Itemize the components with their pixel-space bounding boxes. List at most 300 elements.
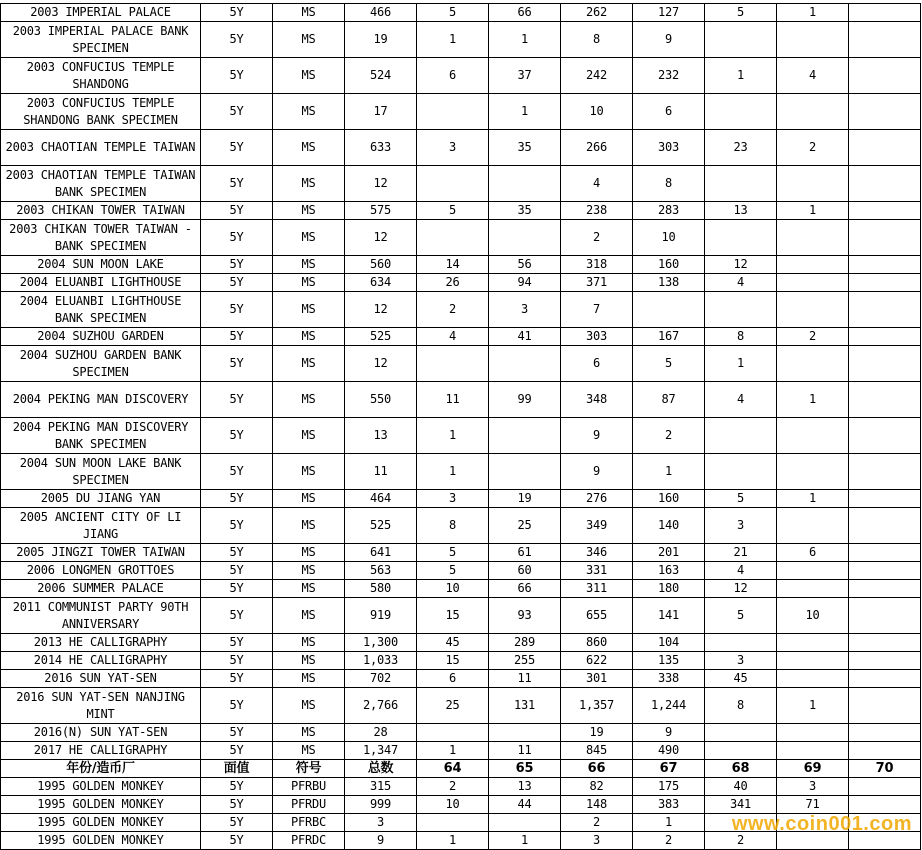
cell-grade: MS [273,454,345,490]
cell-g64: 14 [417,256,489,274]
cell-g68: 5 [705,598,777,634]
cell-name: 2004 SUN MOON LAKE BANK SPECIMEN [1,454,201,490]
cell-name: 2005 ANCIENT CITY OF LI JIANG [1,508,201,544]
cell-total: 575 [345,202,417,220]
cell-g64: 1 [417,418,489,454]
cell-g69: 1 [777,202,849,220]
cell-name: 2004 ELUANBI LIGHTHOUSE [1,274,201,292]
cell-name: 2004 PEKING MAN DISCOVERY [1,382,201,418]
cell-denom: 5Y [201,742,273,760]
cell-total: 633 [345,130,417,166]
cell-g69: 2 [777,130,849,166]
cell-g67 [633,292,705,328]
cell-g65 [489,346,561,382]
header-cell-g64: 64 [417,760,489,778]
cell-name: 2003 CHIKAN TOWER TAIWAN - BANK SPECIMEN [1,220,201,256]
cell-g67: 1,244 [633,688,705,724]
table-row [1,634,921,652]
cell-g67: 140 [633,508,705,544]
cell-g65 [489,418,561,454]
cell-grade: MS [273,130,345,166]
cell-g65: 44 [489,796,561,814]
cell-denom: 5Y [201,670,273,688]
cell-g67: 163 [633,562,705,580]
cell-g67: 160 [633,490,705,508]
cell-grade: MS [273,544,345,562]
cell-g67: 1 [633,814,705,832]
cell-g67: 135 [633,652,705,670]
cell-g69: 1 [777,490,849,508]
cell-g68: 12 [705,580,777,598]
cell-g65: 99 [489,382,561,418]
cell-name: 1995 GOLDEN MONKEY [1,796,201,814]
cell-name: 2004 SUZHOU GARDEN BANK SPECIMEN [1,346,201,382]
cell-total: 3 [345,814,417,832]
cell-grade: MS [273,508,345,544]
cell-denom: 5Y [201,418,273,454]
cell-g68 [705,418,777,454]
cell-g70 [849,130,921,166]
cell-g66: 82 [561,778,633,796]
cell-g65 [489,166,561,202]
cell-g70 [849,418,921,454]
cell-g68: 341 [705,796,777,814]
cell-g66: 346 [561,544,633,562]
header-cell-g65: 65 [489,760,561,778]
population-table [0,3,921,850]
cell-name: 2004 PEKING MAN DISCOVERY BANK SPECIMEN [1,418,201,454]
cell-g68: 40 [705,778,777,796]
cell-g69: 4 [777,58,849,94]
cell-g68: 45 [705,670,777,688]
table-row [1,292,921,328]
cell-g68 [705,724,777,742]
cell-total: 702 [345,670,417,688]
cell-denom: 5Y [201,598,273,634]
cell-name: 2004 SUZHOU GARDEN [1,328,201,346]
cell-total: 466 [345,4,417,22]
cell-g66: 9 [561,454,633,490]
cell-g70 [849,796,921,814]
cell-g64: 6 [417,670,489,688]
cell-g68: 4 [705,274,777,292]
cell-name: 2005 JINGZI TOWER TAIWAN [1,544,201,562]
cell-denom: 5Y [201,130,273,166]
cell-g67: 141 [633,598,705,634]
cell-g65: 1 [489,94,561,130]
table-row [1,454,921,490]
cell-total: 12 [345,166,417,202]
cell-g69: 2 [777,328,849,346]
site-watermark: www.coin001.com [731,813,912,835]
cell-denom: 5Y [201,688,273,724]
cell-total: 9 [345,832,417,850]
cell-g65: 19 [489,490,561,508]
cell-g68 [705,94,777,130]
cell-g68 [705,220,777,256]
cell-g64 [417,346,489,382]
cell-g69 [777,454,849,490]
cell-g66: 262 [561,4,633,22]
cell-g66: 860 [561,634,633,652]
cell-g66: 6 [561,346,633,382]
cell-g65: 61 [489,544,561,562]
cell-g67: 283 [633,202,705,220]
table-row [1,418,921,454]
cell-g66: 238 [561,202,633,220]
cell-g64: 15 [417,652,489,670]
cell-total: 12 [345,346,417,382]
cell-total: 580 [345,580,417,598]
cell-total: 28 [345,724,417,742]
cell-g68: 8 [705,688,777,724]
cell-grade: MS [273,274,345,292]
cell-grade: MS [273,652,345,670]
cell-g69 [777,166,849,202]
cell-grade: MS [273,598,345,634]
cell-g67: 232 [633,58,705,94]
table-row [1,796,921,814]
cell-g66: 371 [561,274,633,292]
cell-g68: 3 [705,652,777,670]
cell-denom: 5Y [201,814,273,832]
cell-g69: 3 [777,778,849,796]
header-cell-denom: 面值 [201,760,273,778]
cell-denom: 5Y [201,346,273,382]
cell-grade: MS [273,634,345,652]
cell-g64: 8 [417,508,489,544]
cell-total: 19 [345,22,417,58]
cell-g68 [705,634,777,652]
table-row [1,382,921,418]
cell-g66: 622 [561,652,633,670]
table-row [1,778,921,796]
header-cell-total: 总数 [345,760,417,778]
cell-grade: MS [273,742,345,760]
cell-grade: PFRDC [273,832,345,850]
cell-g65: 93 [489,598,561,634]
cell-g68 [705,22,777,58]
cell-g67: 383 [633,796,705,814]
cell-g64: 2 [417,292,489,328]
cell-g69 [777,742,849,760]
cell-g65: 11 [489,670,561,688]
cell-g65 [489,220,561,256]
cell-g66: 3 [561,832,633,850]
cell-g68 [705,454,777,490]
cell-g70 [849,256,921,274]
cell-g69 [777,256,849,274]
table-row [1,346,921,382]
cell-g68: 21 [705,544,777,562]
cell-g65: 289 [489,634,561,652]
cell-name: 2003 CHAOTIAN TEMPLE TAIWAN [1,130,201,166]
cell-denom: 5Y [201,292,273,328]
cell-g66: 845 [561,742,633,760]
cell-g68: 23 [705,130,777,166]
cell-g68: 8 [705,328,777,346]
cell-denom: 5Y [201,220,273,256]
cell-name: 2017 HE CALLIGRAPHY [1,742,201,760]
cell-g70 [849,328,921,346]
table-row [1,742,921,760]
cell-g66: 19 [561,724,633,742]
cell-g64: 5 [417,562,489,580]
cell-g69 [777,670,849,688]
cell-denom: 5Y [201,4,273,22]
cell-g65: 41 [489,328,561,346]
cell-g65: 66 [489,580,561,598]
cell-g67: 9 [633,724,705,742]
cell-g70 [849,490,921,508]
cell-denom: 5Y [201,202,273,220]
cell-g69 [777,274,849,292]
cell-g65: 1 [489,22,561,58]
cell-g66: 2 [561,220,633,256]
cell-total: 1,300 [345,634,417,652]
cell-g70 [849,544,921,562]
table-row [1,94,921,130]
cell-g65: 255 [489,652,561,670]
cell-denom: 5Y [201,274,273,292]
cell-g68 [705,166,777,202]
cell-name: 2003 IMPERIAL PALACE [1,4,201,22]
cell-total: 550 [345,382,417,418]
cell-denom: 5Y [201,328,273,346]
cell-g64: 5 [417,544,489,562]
cell-g68: 12 [705,256,777,274]
cell-total: 1,347 [345,742,417,760]
cell-g64: 1 [417,832,489,850]
header-cell-g66: 66 [561,760,633,778]
cell-total: 11 [345,454,417,490]
cell-total: 563 [345,562,417,580]
table-row [1,580,921,598]
cell-g64: 10 [417,580,489,598]
cell-g66: 9 [561,418,633,454]
table-row [1,724,921,742]
cell-name: 2003 IMPERIAL PALACE BANK SPECIMEN [1,22,201,58]
table-row [1,670,921,688]
cell-g65: 35 [489,130,561,166]
cell-total: 999 [345,796,417,814]
cell-g69 [777,94,849,130]
cell-g66: 148 [561,796,633,814]
cell-name: 2016(N) SUN YAT-SEN [1,724,201,742]
cell-g64: 3 [417,490,489,508]
cell-g66: 8 [561,22,633,58]
cell-denom: 5Y [201,544,273,562]
cell-g64 [417,220,489,256]
cell-grade: MS [273,670,345,688]
cell-g67: 10 [633,220,705,256]
header-row [1,760,921,778]
cell-g65: 37 [489,58,561,94]
cell-g64: 1 [417,22,489,58]
cell-g70 [849,652,921,670]
cell-g70 [849,346,921,382]
table-row [1,220,921,256]
cell-g64: 2 [417,778,489,796]
header-cell-name: 年份/造币厂 [1,760,201,778]
header-cell-g69: 69 [777,760,849,778]
cell-g70 [849,4,921,22]
table-row [1,58,921,94]
cell-total: 12 [345,220,417,256]
cell-name: 2003 CONFUCIUS TEMPLE SHANDONG BANK SPECIMEN [1,94,201,130]
cell-g67: 6 [633,94,705,130]
cell-g68: 13 [705,202,777,220]
cell-g69: 1 [777,382,849,418]
cell-g64: 5 [417,202,489,220]
cell-grade: MS [273,580,345,598]
cell-g66: 301 [561,670,633,688]
table-row [1,166,921,202]
cell-g67: 201 [633,544,705,562]
cell-g69: 71 [777,796,849,814]
cell-g66: 318 [561,256,633,274]
cell-g66: 242 [561,58,633,94]
cell-g70 [849,742,921,760]
cell-total: 2,766 [345,688,417,724]
cell-g66: 266 [561,130,633,166]
cell-g70 [849,562,921,580]
cell-g67: 104 [633,634,705,652]
cell-g68: 1 [705,58,777,94]
cell-g69 [777,634,849,652]
cell-g69: 1 [777,688,849,724]
cell-g70 [849,220,921,256]
cell-g69 [777,724,849,742]
cell-name: 2011 COMMUNIST PARTY 90TH ANNIVERSARY [1,598,201,634]
cell-g68 [705,742,777,760]
cell-g64: 45 [417,634,489,652]
table-row [1,508,921,544]
cell-g70 [849,778,921,796]
cell-total: 315 [345,778,417,796]
cell-total: 12 [345,292,417,328]
cell-g66: 10 [561,94,633,130]
cell-g65: 3 [489,292,561,328]
cell-g67: 2 [633,418,705,454]
cell-g66: 349 [561,508,633,544]
cell-g67: 167 [633,328,705,346]
cell-g64: 4 [417,328,489,346]
cell-name: 1995 GOLDEN MONKEY [1,832,201,850]
cell-denom: 5Y [201,58,273,94]
cell-g64 [417,166,489,202]
cell-g64 [417,94,489,130]
cell-g68: 2 [705,832,777,850]
cell-g65: 11 [489,742,561,760]
cell-g64: 10 [417,796,489,814]
cell-g67: 175 [633,778,705,796]
cell-g65 [489,814,561,832]
cell-grade: MS [273,292,345,328]
cell-grade: MS [273,328,345,346]
cell-g70 [849,94,921,130]
cell-total: 634 [345,274,417,292]
cell-total: 1,033 [345,652,417,670]
cell-g66: 276 [561,490,633,508]
cell-total: 560 [345,256,417,274]
cell-name: 2003 CHAOTIAN TEMPLE TAIWAN BANK SPECIMEN [1,166,201,202]
cell-grade: MS [273,382,345,418]
cell-name: 1995 GOLDEN MONKEY [1,814,201,832]
cell-g65: 13 [489,778,561,796]
cell-g69 [777,22,849,58]
cell-g67: 338 [633,670,705,688]
cell-g67: 180 [633,580,705,598]
cell-g70 [849,292,921,328]
header-cell-g70: 70 [849,760,921,778]
cell-grade: MS [273,58,345,94]
cell-g69 [777,292,849,328]
cell-name: 2006 LONGMEN GROTTOES [1,562,201,580]
cell-g69 [777,580,849,598]
cell-g64: 6 [417,58,489,94]
cell-denom: 5Y [201,832,273,850]
cell-denom: 5Y [201,796,273,814]
table-row [1,256,921,274]
table-row [1,274,921,292]
cell-g70 [849,634,921,652]
cell-g70 [849,202,921,220]
cell-g66: 331 [561,562,633,580]
table-row [1,4,921,22]
cell-denom: 5Y [201,490,273,508]
cell-denom: 5Y [201,778,273,796]
cell-name: 2016 SUN YAT-SEN NANJING MINT [1,688,201,724]
cell-g66: 655 [561,598,633,634]
cell-denom: 5Y [201,634,273,652]
cell-total: 919 [345,598,417,634]
cell-name: 2016 SUN YAT-SEN [1,670,201,688]
cell-g67: 127 [633,4,705,22]
cell-g69: 6 [777,544,849,562]
cell-g67: 138 [633,274,705,292]
table-row [1,652,921,670]
cell-g69 [777,508,849,544]
cell-g66: 1,357 [561,688,633,724]
cell-g64: 25 [417,688,489,724]
cell-g65: 35 [489,202,561,220]
cell-g67: 160 [633,256,705,274]
cell-denom: 5Y [201,580,273,598]
table-row [1,202,921,220]
cell-g70 [849,724,921,742]
cell-grade: MS [273,562,345,580]
cell-g64: 15 [417,598,489,634]
cell-g69 [777,220,849,256]
header-cell-g68: 68 [705,760,777,778]
cell-grade: MS [273,166,345,202]
cell-g64: 26 [417,274,489,292]
cell-g66: 7 [561,292,633,328]
cell-g67: 9 [633,22,705,58]
cell-g70 [849,598,921,634]
table-row [1,328,921,346]
cell-grade: MS [273,220,345,256]
cell-g70 [849,166,921,202]
header-cell-grade: 符号 [273,760,345,778]
table-row [1,22,921,58]
cell-grade: MS [273,724,345,742]
cell-g67: 303 [633,130,705,166]
cell-grade: MS [273,346,345,382]
cell-denom: 5Y [201,652,273,670]
cell-g64 [417,724,489,742]
